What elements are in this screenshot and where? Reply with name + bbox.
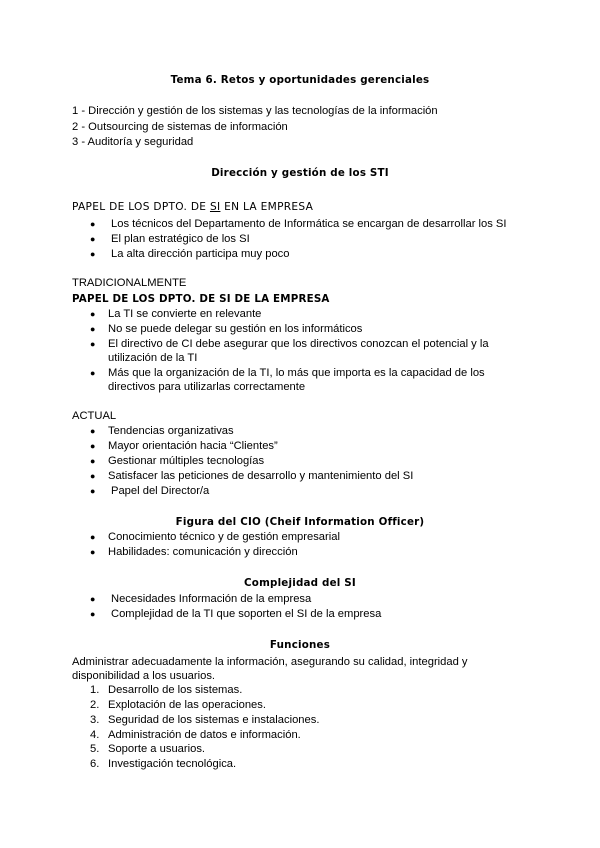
papel2-item-cont: utilización de la TI [108, 352, 198, 364]
papel2-item: El directivo de CI debe asegurar que los directivos conozcan el potencial y la [108, 338, 489, 350]
papel1-text-b: EN LA EMPRESA [220, 201, 314, 213]
title-prefix: Tema 6 [170, 74, 213, 86]
bullet-icon: ● [90, 426, 96, 436]
funciones-num: 5. [90, 743, 100, 755]
title-rest: . Retos y oportunidades gerenciales [212, 74, 430, 86]
actual-item: Satisfacer las peticiones de desarrollo y mantenimiento del SI [108, 470, 414, 482]
funciones-item: Investigación tecnológica. [108, 758, 237, 770]
cio-item: Habilidades: comunicación y dirección [108, 546, 298, 558]
funciones-intro-2: disponibilidad a los usuarios. [72, 670, 216, 682]
page-title [0, 73, 600, 87]
funciones-item: Seguridad de los sistemas e instalaciones. [108, 714, 320, 726]
funciones-title: Funciones [269, 639, 331, 651]
funciones-num: 1. [90, 684, 100, 696]
bullet-icon: ● [90, 456, 96, 466]
funciones-num: 4. [90, 729, 100, 741]
funciones-num: 3. [90, 714, 100, 726]
bullet-icon: ● [90, 339, 96, 349]
papel2-item: Más que la organización de la TI, lo más que importa es la capacidad de los [108, 367, 485, 379]
cio-item: Conocimiento técnico y de gestión empresarial [108, 531, 340, 543]
papel1-item: Los técnicos del Departamento de Informática se encargan de desarrollar los SI [111, 218, 507, 230]
funciones-item: Explotación de las operaciones. [108, 699, 266, 711]
bullet-icon: ● [90, 368, 96, 378]
funciones-item: Desarrollo de los sistemas. [108, 684, 243, 696]
papel2-item-cont: directivos para utilizarlas correctamente [108, 381, 306, 393]
bullet-icon: ● [90, 219, 96, 229]
complejidad-item: Complejidad de la TI que soporten el SI de la empresa [111, 608, 382, 620]
tradicional-label: TRADICIONALMENTE [72, 277, 187, 289]
bullet-icon: ● [90, 441, 96, 451]
papel2-item: No se puede delegar su gestión en los informáticos [108, 323, 363, 335]
funciones-item: Administración de datos e información. [108, 729, 301, 741]
funciones-intro-1: Administrar adecuadamente la información, asegurando su calidad, integridad y [72, 656, 468, 668]
papel2-item: La TI se convierte en relevante [108, 308, 262, 320]
actual-item: Mayor orientación hacia “Clientes” [108, 440, 278, 452]
bullet-icon: ● [90, 547, 96, 557]
papel1-item: El plan estratégico de los SI [111, 233, 250, 245]
toc-item-3: 3 - Auditoría y seguridad [72, 136, 194, 148]
papel1-item: La alta dirección participa muy poco [111, 248, 290, 260]
bullet-icon: ● [90, 324, 96, 334]
actual-item: Gestionar múltiples tecnologías [108, 455, 265, 467]
actual-item: Papel del Director/a [111, 485, 210, 497]
actual-label: ACTUAL [72, 410, 117, 422]
papel1-text-si: SI [209, 201, 221, 213]
bullet-icon: ● [90, 249, 96, 259]
funciones-num: 2. [90, 699, 100, 711]
complejidad-item: Necesidades Información de la empresa [111, 593, 312, 605]
bullet-icon: ● [90, 532, 96, 542]
section1-title: Dirección y gestión de los STI [211, 167, 389, 179]
bullet-icon: ● [90, 234, 96, 244]
bullet-icon: ● [90, 471, 96, 481]
bullet-icon: ● [90, 594, 96, 604]
bullet-icon: ● [90, 609, 96, 619]
cio-title: Figura del CIO (Cheif Information Officer) [175, 516, 425, 528]
papel1-text-a: PAPEL DE LOS DPTO. DE [72, 201, 210, 213]
toc-item-2: 2 - Outsourcing de sistemas de información [72, 121, 288, 133]
funciones-item: Soporte a usuarios. [108, 743, 206, 755]
toc-item-1: 1 - Dirección y gestión de los sistemas y las tecnologías de la información [72, 105, 438, 117]
papel1-heading [72, 200, 313, 214]
bullet-icon: ● [90, 309, 96, 319]
bullet-icon: ● [90, 486, 96, 496]
papel2-heading: PAPEL DE LOS DPTO. DE SI DE LA EMPRESA [72, 293, 330, 305]
funciones-num: 6. [90, 758, 100, 770]
actual-item: Tendencias organizativas [108, 425, 234, 437]
complejidad-title: Complejidad del SI [244, 577, 356, 589]
